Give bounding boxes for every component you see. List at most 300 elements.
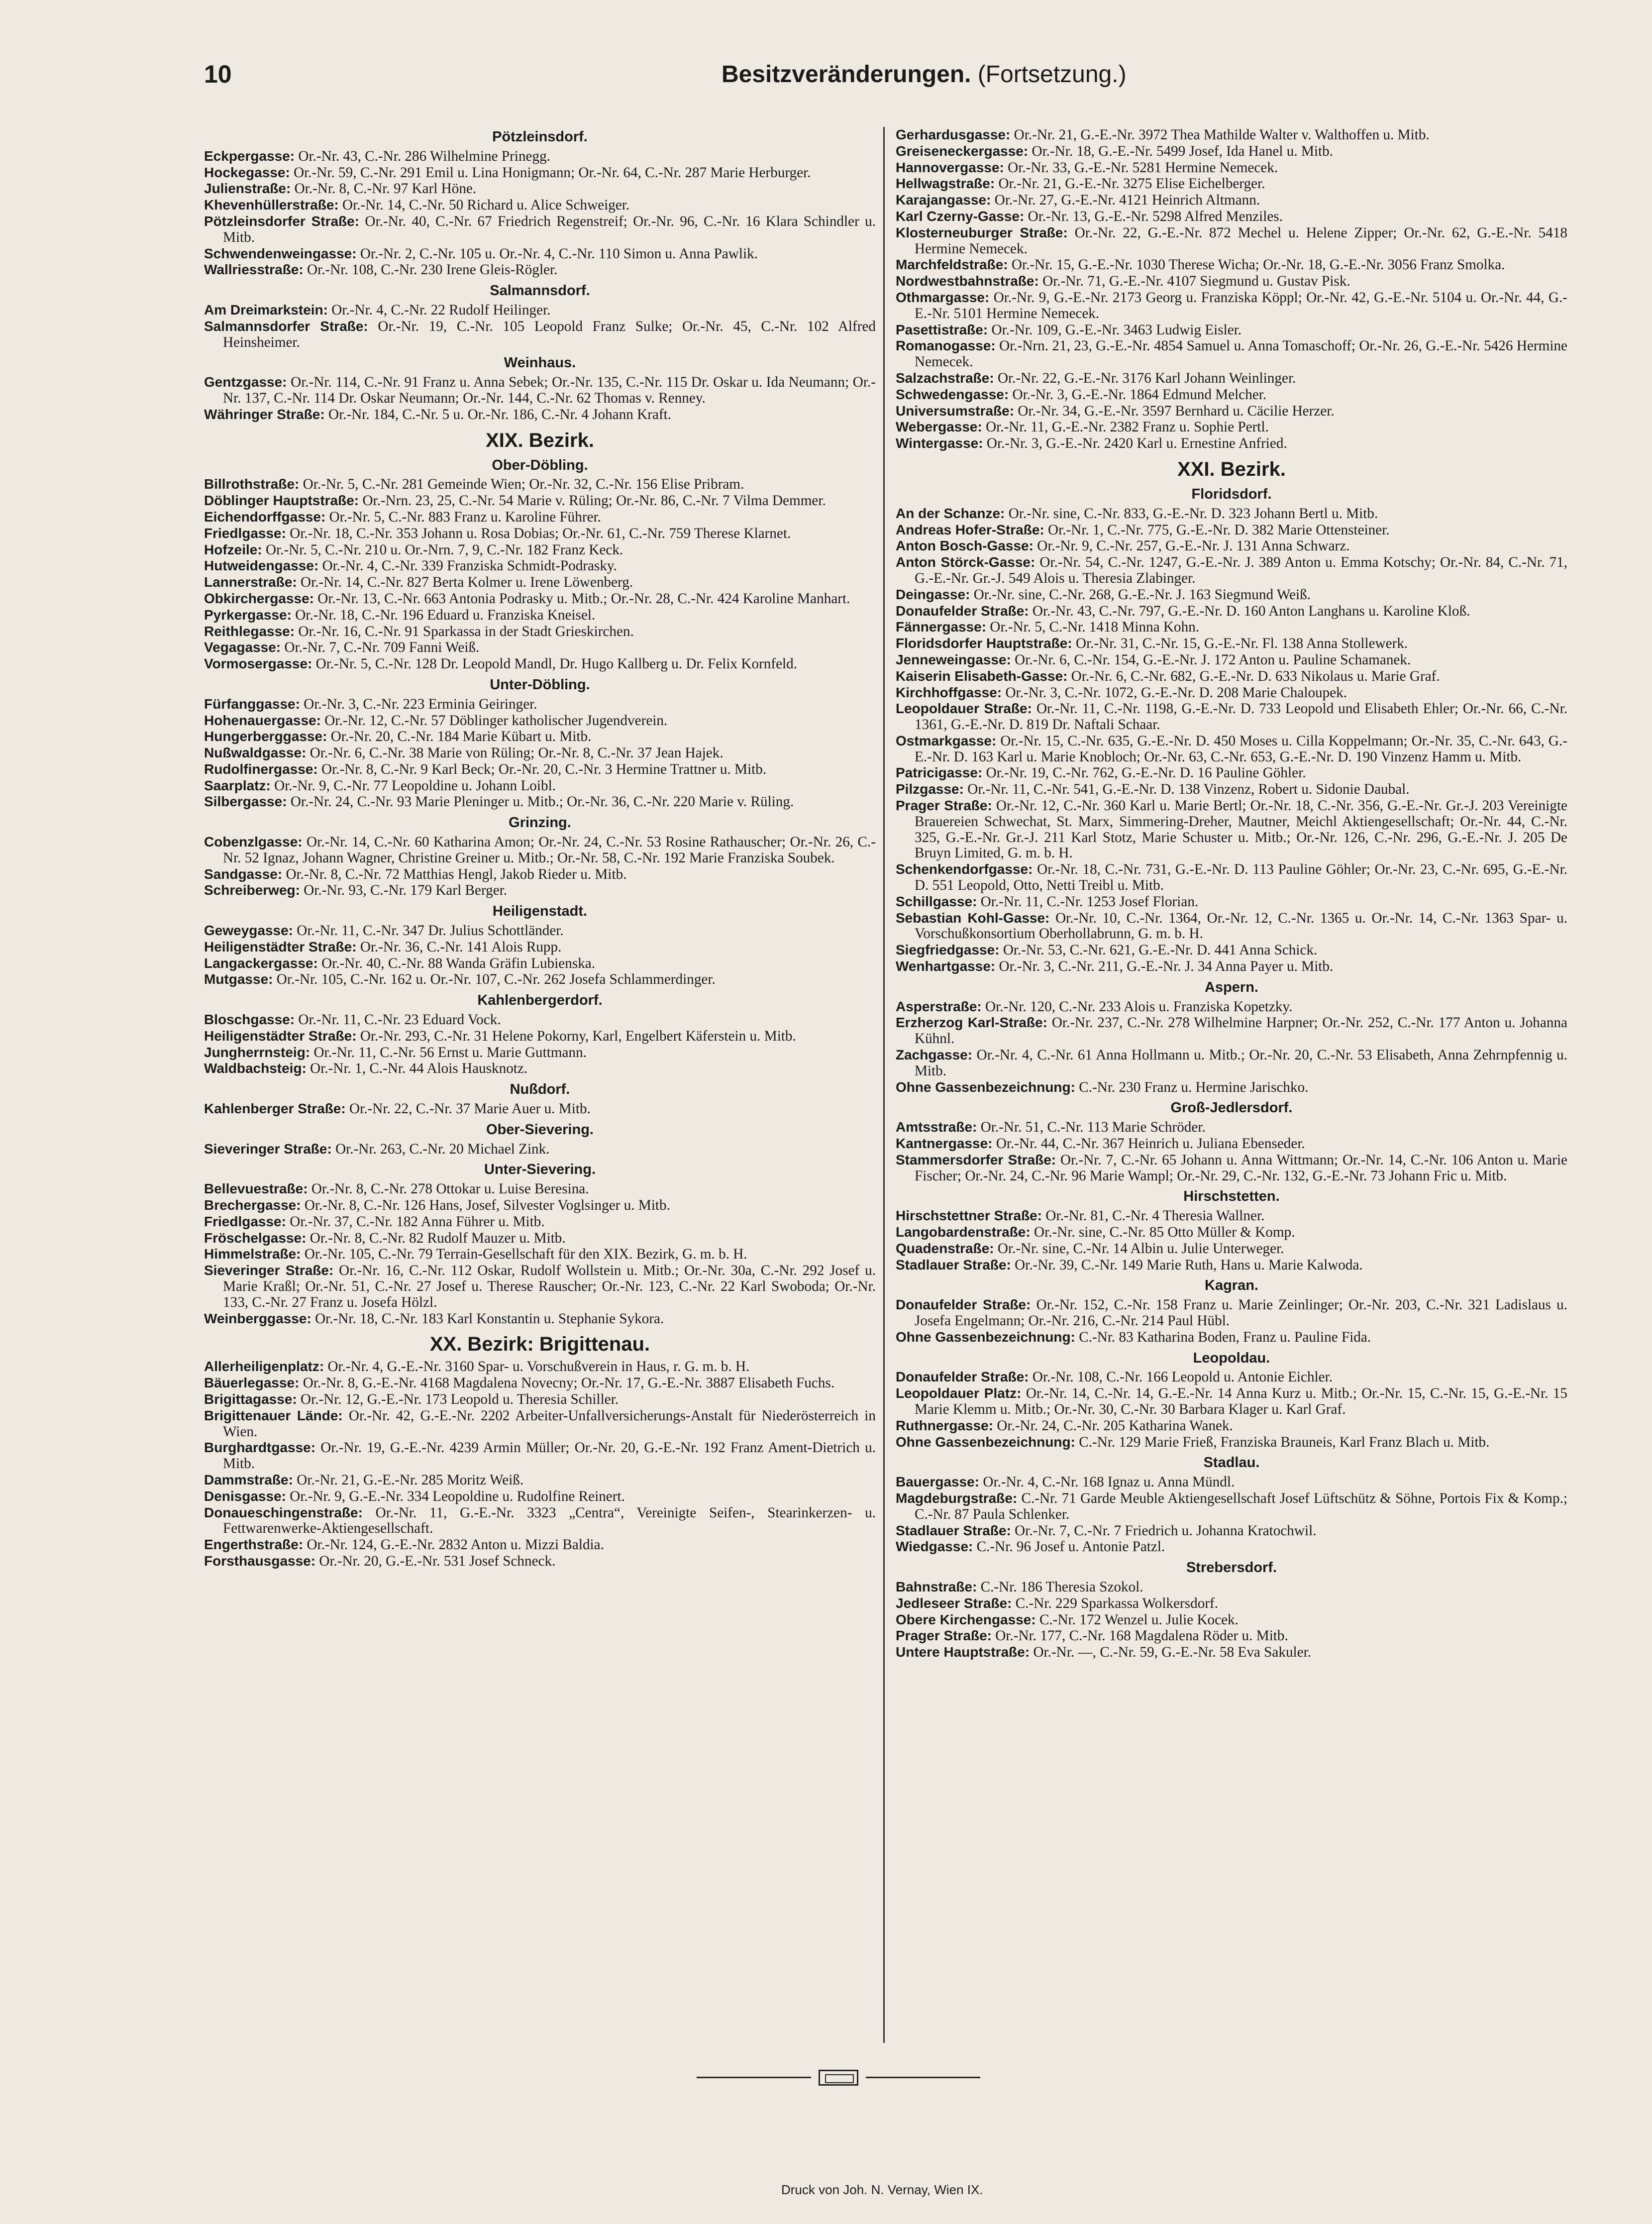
entry-details: Or.-Nr. 18, C.-Nr. 183 Karl Konstantin u. Stephanie Sykora. (315, 1310, 664, 1327)
street-name: Pasettistraße: (896, 321, 988, 337)
street-name: Schwedengasse: (896, 386, 1009, 402)
listing-entry (896, 1047, 1567, 1079)
street-name: Gentzgasse: (204, 374, 287, 390)
listing-entry (896, 1329, 1567, 1346)
entry-details: Or.-Nr. 31, C.-Nr. 15, G.-E.-Nr. Fl. 138 Anna Stollewerk. (1076, 635, 1408, 652)
entry-details: Or.-Nr. 184, C.-Nr. 5 u. Or.-Nr. 186, C.-Nr. 4 Johann Kraft. (328, 406, 672, 423)
listing-entry (204, 866, 876, 883)
listing-entry (204, 955, 876, 972)
entry-details: Or.-Nr. 44, C.-Nr. 367 Heinrich u. Juliana Ebenseder. (996, 1136, 1305, 1152)
entry-details: Or.-Nr. 22, C.-Nr. 37 Marie Auer u. Mitb. (349, 1101, 591, 1117)
entry-details: Or.-Nr. 20, G.-E.-Nr. 531 Josef Schneck. (319, 1553, 556, 1569)
entry-details: Or.-Nr. 33, G.-E.-Nr. 5281 Hermine Nemecek. (1008, 159, 1278, 176)
listing-entry (896, 1644, 1567, 1661)
street-name: Magdeburgstraße: (896, 1490, 1018, 1506)
listing-entry (204, 318, 876, 351)
street-name: Schreiberweg: (204, 882, 300, 898)
listing-entry (204, 1263, 876, 1310)
entry-details: Or.-Nr. 21, G.-E.-Nr. 285 Moritz Weiß. (297, 1472, 524, 1488)
entry-details: Or.-Nr. 3, C.-Nr. 1072, G.-E.-Nr. D. 208 Marie Chaloupek. (1005, 684, 1347, 701)
street-name: Nußwaldgasse: (204, 745, 307, 761)
listing-entry (204, 1311, 876, 1327)
listing-entry (204, 165, 876, 181)
street-name: Lannerstraße: (204, 574, 297, 590)
street-name: Eichendorffgasse: (204, 509, 326, 525)
district-heading: Pötzleinsdorf. (492, 129, 588, 145)
entry-details: Or.-Nr. sine, C.-Nr. 14 Albin u. Julie Unterweger. (997, 1240, 1284, 1257)
listing-entry (896, 1208, 1567, 1224)
street-name: Bloschgasse: (204, 1012, 295, 1028)
listing-entry (204, 1408, 876, 1440)
street-name: Andreas Hofer-Straße: (896, 522, 1044, 537)
street-name: Stammersdorfer Straße: (896, 1152, 1056, 1167)
entry-details: C.-Nr. 186 Theresia Szokol. (980, 1579, 1143, 1595)
street-name: Engerthstraße: (204, 1537, 304, 1553)
entry-details: Or.-Nr. 93, C.-Nr. 179 Karl Berger. (304, 882, 508, 899)
listing-entry (204, 542, 876, 558)
street-name: Sebastian Kohl-Gasse: (896, 910, 1050, 926)
street-name: Ruthnergasse: (896, 1417, 994, 1433)
listing-entry (204, 639, 876, 656)
entry-details: C.-Nr. 129 Marie Frieß, Franziska Brauneis, Karl Franz Blach u. Mitb. (1079, 1434, 1490, 1450)
listing-entry (204, 607, 876, 624)
listing-entry (204, 1359, 876, 1375)
street-name: Amtsstraße: (896, 1119, 977, 1135)
street-name: An der Schanze: (896, 505, 1005, 521)
street-name: Allerheiligenplatz: (204, 1359, 324, 1375)
entry-details: Or.-Nr. 11, G.-E.-Nr. 2382 Franz u. Sophie Pertl. (986, 419, 1269, 435)
district-heading: Kahlenbergerdorf. (477, 992, 603, 1009)
entry-details: Or.-Nr. 27, G.-E.-Nr. 4121 Heinrich Altmann. (994, 192, 1260, 209)
street-name: Vormosergasse: (204, 656, 312, 672)
street-name: Anton Bosch-Gasse: (896, 538, 1033, 554)
street-name: Gerhardusgasse: (896, 127, 1011, 142)
street-name: Schwendenweingasse: (204, 245, 357, 261)
street-name: Webergasse: (896, 419, 982, 435)
entry-details: Or.-Nr. 7, C.-Nr. 65 Johann u. Anna Wittmann; Or.-Nr. 14, C.-Nr. 106 Anton u. Marie Fischer; Or.-Nr. 24, C.-Nr. 96 Marie Wampl; Or.-Nr. 29, C.-Nr. 132, G.-E.-Nr. 73 Johann Fric u. Mitb. (915, 1152, 1568, 1184)
entry-details: Or.-Nr. 8, G.-E.-Nr. 4168 Magdalena Novecny; Or.-Nr. 17, G.-E.-Nr. 3887 Elisabeth Fuchs. (303, 1375, 835, 1391)
district-heading: Unter-Sievering. (484, 1162, 596, 1178)
district-heading: Kagran. (1205, 1277, 1258, 1294)
entry-details: Or.-Nr. 10, C.-Nr. 1364, Or.-Nr. 12, C.-Nr. 1365 u. Or.-Nr. 14, C.-Nr. 1363 Spar- u. Vorschußkonsortium Oberhollabrunn, G. m. b. H. (915, 910, 1568, 942)
entry-details: Or.-Nr. 40, C.-Nr. 67 Friedrich Regenstreif; Or.-Nr. 96, C.-Nr. 16 Klara Schindler u. Mitb. (223, 213, 876, 245)
listing-entry (896, 861, 1567, 894)
entry-details: Or.-Nr. 5, C.-Nr. 883 Franz u. Karoline Führer. (329, 509, 601, 525)
street-name: Schillgasse: (896, 893, 977, 909)
entry-details: Or.-Nr. 1, C.-Nr. 775, G.-E.-Nr. D. 382 Marie Ottensteiner. (1048, 522, 1390, 538)
listing-entry (204, 729, 876, 745)
entry-details: Or.-Nr. 51, C.-Nr. 113 Marie Schröder. (980, 1119, 1206, 1136)
district-heading: Floridsdorf. (1191, 486, 1272, 502)
listing-entry (896, 225, 1567, 257)
entry-details: Or.-Nr. 11, C.-Nr. 56 Ernst u. Marie Guttmann. (313, 1044, 587, 1060)
listing-entry (896, 338, 1567, 370)
street-name: Ohne Gassenbezeichnung: (896, 1329, 1075, 1345)
district-heading: Weinhaus. (504, 355, 576, 371)
street-name: Silbergasse: (204, 794, 287, 810)
listing-entry (204, 1230, 876, 1247)
entry-details: Or.-Nr. 34, G.-E.-Nr. 3597 Bernhard u. Cäcilie Herzer. (1018, 403, 1335, 419)
street-name: Klosterneuburger Straße: (896, 224, 1068, 240)
entry-details: Or.-Nr. 16, C.-Nr. 112 Oskar, Rudolf Wollstein u. Mitb.; Or.-Nr. 30a, C.-Nr. 292 Josef u. Marie Kraßl; Or.-Nr. 51, C.-Nr. 27 Josef u. Therese Rauscher; Or.-Nr. 123, C.-Nr. 22 Karl Swoboda; Or.-Nr. 133, C.-Nr. 27 Franz u. Josefa Hölzl. (223, 1263, 876, 1310)
listing-entry (204, 882, 876, 899)
street-name: Nordwestbahnstraße: (896, 273, 1039, 289)
listing-entry (896, 1119, 1567, 1136)
street-name: Weinberggasse: (204, 1310, 311, 1326)
entry-details: Or.-Nr. 6, C.-Nr. 682, G.-E.-Nr. D. 633 Nikolaus u. Marie Graf. (1071, 668, 1440, 684)
entry-details: Or.-Nr. 5, C.-Nr. 1418 Minna Kohn. (990, 619, 1200, 635)
printer-imprint: Druck von Joh. N. Vernay, Wien IX. (781, 2182, 983, 2197)
entry-details: Or.-Nr. 120, C.-Nr. 233 Alois u. Franziska Kopetzky. (985, 998, 1293, 1015)
entry-details: Or.-Nr. 293, C.-Nr. 31 Helene Pokorny, Karl, Engelbert Käferstein u. Mitb. (360, 1028, 796, 1044)
entry-details: Or.-Nr. 8, C.-Nr. 278 Ottokar u. Luise Beresina. (311, 1181, 589, 1197)
entry-details: Or.-Nr. 12, G.-E.-Nr. 173 Leopold u. Theresia Schiller. (301, 1391, 619, 1407)
listing-entry (896, 143, 1567, 160)
listing-entry (204, 526, 876, 542)
street-name: Donaufelder Straße: (896, 1369, 1029, 1385)
entry-details: Or.-Nrn. 21, 23, G.-E.-Nr. 4854 Samuel u. Anna Tomaschoff; Or.-Nr. 26, G.-E.-Nr. 5426 Hermine Nemecek. (915, 338, 1568, 370)
footer-rule-right (866, 2077, 980, 2078)
listing-entry (204, 745, 876, 761)
listing-entry (896, 435, 1567, 452)
street-name: Deingasse: (896, 586, 970, 602)
listing-entry (204, 1553, 876, 1570)
listing-entry (204, 656, 876, 672)
street-name: Obere Kirchengasse: (896, 1611, 1036, 1627)
listing-entry (204, 1028, 876, 1045)
listing-entry (204, 407, 876, 423)
listing-entry (896, 1369, 1567, 1385)
district-heading: Hirschstetten. (1183, 1188, 1280, 1205)
listing-entry (896, 1152, 1567, 1184)
listing-entry (896, 209, 1567, 225)
listing-entry (896, 1224, 1567, 1241)
street-name: Fröschelgasse: (204, 1230, 307, 1246)
street-name: Heiligenstädter Straße: (204, 1028, 357, 1044)
entry-details: Or.-Nr. 9, C.-Nr. 77 Leopoldine u. Johann Loibl. (274, 777, 556, 794)
street-name: Donaueschingenstraße: (204, 1504, 363, 1520)
listing-entry (896, 1523, 1567, 1539)
street-name: Pyrkergasse: (204, 607, 292, 623)
listing-entry (204, 1141, 876, 1158)
district-heading: Strebersdorf. (1186, 1560, 1277, 1576)
street-name: Sieveringer Straße: (204, 1263, 334, 1278)
listing-entry (896, 554, 1567, 587)
listing-entry (204, 794, 876, 810)
entry-details: Or.-Nr. 105, C.-Nr. 79 Terrain-Gesellschaft für den XIX. Bezirk, G. m. b. H. (304, 1246, 747, 1263)
entry-details: Or.-Nr. 8, C.-Nr. 82 Rudolf Mauzer u. Mitb. (310, 1230, 566, 1246)
entry-details: Or.-Nr. 81, C.-Nr. 4 Theresia Wallner. (1045, 1208, 1265, 1224)
street-name: Untere Hauptstraße: (896, 1644, 1030, 1660)
street-name: Karl Czerny-Gasse: (896, 208, 1025, 224)
street-name: Leopoldauer Straße: (896, 701, 1032, 717)
district-heading: Stadlau. (1203, 1455, 1260, 1471)
entry-details: Or.-Nr. 9, C.-Nr. 257, G.-E.-Nr. J. 131 Anna Schwarz. (1037, 538, 1350, 554)
street-name: Bauergasse: (896, 1474, 980, 1490)
right-column (896, 127, 1567, 1661)
entry-details: Or.-Nr. 24, C.-Nr. 205 Katharina Wanek. (997, 1417, 1233, 1434)
street-name: Karajangasse: (896, 192, 991, 208)
entry-details: Or.-Nr. 5, C.-Nr. 281 Gemeinde Wien; Or.-Nr. 32, C.-Nr. 156 Elise Pribram. (303, 476, 744, 493)
entry-details: C.-Nr. 83 Katharina Boden, Franz u. Pauline Fida. (1079, 1329, 1371, 1345)
listing-entry (896, 257, 1567, 273)
listing-entry (896, 701, 1567, 733)
footer-ornament (697, 2068, 980, 2088)
listing-entry (896, 273, 1567, 290)
listing-entry (204, 1246, 876, 1263)
entry-details: Or.-Nr. 114, C.-Nr. 91 Franz u. Anna Sebek; Or.-Nr. 135, C.-Nr. 115 Dr. Oskar u. Ida Neumann; Or.-Nr. 137, C.-Nr. 114 Dr. Oskar Neumann; Or.-Nr. 144, C.-Nr. 62 Thomas v. Renney. (223, 374, 876, 406)
listing-entry (896, 1612, 1567, 1628)
entry-details: Or.-Nr. 4, G.-E.-Nr. 3160 Spar- u. Vorschußverein in Haus, r. G. m. b. H. (327, 1359, 750, 1375)
entry-details: Or.-Nr. 237, C.-Nr. 278 Wilhelmine Harpner; Or.-Nr. 252, C.-Nr. 177 Anton u. Johanna Kühnl. (915, 1015, 1567, 1047)
entry-details: Or.-Nr. 22, G.-E.-Nr. 872 Mechel u. Helene Zipper; Or.-Nr. 62, G.-E.-Nr. 5418 Hermine Nemecek. (915, 224, 1568, 257)
listing-entry (896, 127, 1567, 143)
entry-details: Or.-Nr. 11, C.-Nr. 1253 Josef Florian. (980, 893, 1199, 910)
listing-entry (896, 387, 1567, 403)
listing-entry (204, 696, 876, 713)
entry-details: C.-Nr. 71 Garde Meuble Aktiengesellschaft Josef Lüftschütz & Söhne, Portois Fix & Komp.; C.-Nr. 87 Paula Schlenker. (915, 1490, 1567, 1522)
listing-entry (204, 761, 876, 778)
street-name: Hutweidengasse: (204, 558, 319, 574)
entry-details: Or.-Nr. 19, C.-Nr. 105 Leopold Franz Sulke; Or.-Nr. 45, C.-Nr. 102 Alfred Heinsheimer. (223, 318, 876, 350)
street-name: Brechergasse: (204, 1197, 301, 1213)
street-name: Reithlegasse: (204, 623, 295, 639)
street-name: Geweygasse: (204, 923, 293, 939)
entry-details: Or.-Nr. 14, C.-Nr. 827 Berta Kolmer u. Irene Löwenberg. (301, 574, 633, 591)
district-heading: Grinzing. (509, 815, 571, 831)
street-name: Fürfanggasse: (204, 696, 300, 712)
street-name: Denisgasse: (204, 1488, 286, 1504)
entry-details: Or.-Nrn. 23, 25, C.-Nr. 54 Marie v. Rüling; Or.-Nr. 86, C.-Nr. 7 Vilma Demmer. (362, 493, 826, 509)
street-name: Burghardtgasse: (204, 1440, 316, 1456)
listing-entry (896, 160, 1567, 176)
listing-entry (204, 591, 876, 607)
street-name: Bäuerlegasse: (204, 1375, 300, 1391)
entry-details: Or.-Nr. 21, G.-E.-Nr. 3275 Elise Eichelberger. (998, 176, 1265, 192)
street-name: Rudolfinergasse: (204, 761, 318, 777)
listing-entry (204, 148, 876, 165)
listing-entry (204, 197, 876, 213)
running-title-sub: (Fortsetzung.) (977, 61, 1127, 88)
listing-entry (896, 403, 1567, 420)
entry-details: Or.-Nr. 5, C.-Nr. 128 Dr. Leopold Mandl, Dr. Hugo Kallberg u. Dr. Felix Kornfeld. (315, 656, 798, 672)
entry-details: Or.-Nr. 7, C.-Nr. 7 Friedrich u. Johanna Kratochwil. (1015, 1522, 1317, 1539)
listing-entry (896, 1539, 1567, 1555)
street-name: Döblinger Hauptstraße: (204, 493, 359, 509)
street-name: Marchfeldstraße: (896, 257, 1008, 273)
listing-entry (204, 1537, 876, 1553)
street-name: Obkirchergasse: (204, 590, 314, 606)
street-name: Erzherzog Karl-Straße: (896, 1015, 1047, 1031)
entry-details: Or.-Nr. 109, G.-E.-Nr. 3463 Ludwig Eisler. (991, 321, 1242, 338)
street-name: Prager Straße: (896, 1628, 992, 1644)
entry-details: Or.-Nr. 152, C.-Nr. 158 Franz u. Marie Zeinlinger; Or.-Nr. 203, C.-Nr. 321 Ladislaus u. Josefa Engelmann; Or.-Nr. 216, C.-Nr. 214 Paul Hübl. (915, 1297, 1567, 1329)
street-name: Wiedgasse: (896, 1539, 973, 1555)
running-title (722, 61, 1127, 88)
district-heading: Unter-Döbling. (490, 676, 590, 693)
listing-entry (204, 923, 876, 939)
street-name: Siegfriedgasse: (896, 942, 1000, 958)
street-name: Friedlgasse: (204, 1213, 286, 1229)
entry-details: Or.-Nr. sine, C.-Nr. 85 Otto Müller & Komp. (1034, 1224, 1295, 1240)
listing-entry (896, 1418, 1567, 1434)
street-name: Floridsdorfer Hauptstraße: (896, 635, 1072, 651)
street-name: Hohenauergasse: (204, 712, 321, 728)
listing-entry (204, 181, 876, 197)
entry-details: Or.-Nr. 2, C.-Nr. 105 u. Or.-Nr. 4, C.-Nr. 110 Simon u. Anna Pawlik. (360, 245, 758, 262)
street-name: Donaufelder Straße: (896, 1297, 1031, 1313)
entry-details: Or.-Nr. 3, G.-E.-Nr. 1864 Edmund Melcher. (1012, 386, 1267, 403)
entry-details: Or.-Nr. 4, C.-Nr. 339 Franziska Schmidt-Podrasky. (322, 558, 617, 574)
street-name: Langobardenstraße: (896, 1224, 1031, 1240)
listing-entry (204, 509, 876, 526)
street-name: Khevenhüllerstraße: (204, 197, 339, 213)
street-name: Donaufelder Straße: (896, 603, 1029, 619)
listing-entry (204, 1197, 876, 1214)
listing-entry (896, 999, 1567, 1015)
listing-entry (204, 834, 876, 866)
street-name: Leopoldauer Platz: (896, 1385, 1022, 1401)
listing-entry (896, 1136, 1567, 1152)
listing-entry (204, 1060, 876, 1077)
entry-details: Or.-Nr. 4, C.-Nr. 168 Ignaz u. Anna Mündl. (983, 1474, 1235, 1490)
street-name: Vegagasse: (204, 639, 281, 655)
listing-entry (204, 1101, 876, 1117)
street-name: Hockegasse: (204, 164, 290, 180)
district-heading: Leopoldau. (1193, 1350, 1270, 1366)
street-name: Sandgasse: (204, 866, 283, 882)
listing-entry (896, 1385, 1567, 1418)
left-column (204, 124, 876, 1570)
entry-details: Or.-Nr. —, C.-Nr. 59, G.-E.-Nr. 58 Eva Sakuler. (1033, 1644, 1312, 1661)
street-name: Waldbachsteig: (204, 1060, 307, 1076)
listing-entry (204, 971, 876, 988)
listing-entry (896, 1257, 1567, 1273)
listing-entry (204, 1391, 876, 1408)
street-name: Asperstraße: (896, 998, 982, 1014)
entry-details: Or.-Nr. 9, G.-E.-Nr. 334 Leopoldine u. Rudolfine Reinert. (290, 1488, 625, 1504)
entry-details: Or.-Nr. sine, C.-Nr. 833, G.-E.-Nr. D. 323 Johann Bertl u. Mitb. (1008, 505, 1378, 522)
listing-entry (896, 176, 1567, 192)
entry-details: Or.-Nr. 124, G.-E.-Nr. 2832 Anton u. Mizzi Baldia. (307, 1537, 604, 1553)
listing-entry (896, 1434, 1567, 1451)
street-name: Stadlauer Straße: (896, 1522, 1011, 1538)
street-name: Hannovergasse: (896, 159, 1004, 175)
street-name: Fännergasse: (896, 619, 987, 635)
street-name: Prager Straße: (896, 798, 992, 814)
street-name: Pilzgasse: (896, 781, 964, 797)
listing-entry (896, 603, 1567, 620)
listing-entry (204, 713, 876, 729)
listing-entry (896, 419, 1567, 435)
street-name: Quadenstraße: (896, 1240, 994, 1256)
street-name: Währinger Straße: (204, 406, 325, 422)
entry-details: Or.-Nr. 18, C.-Nr. 196 Eduard u. Franziska Kneisel. (295, 607, 596, 623)
listing-entry (204, 1488, 876, 1505)
entry-details: Or.-Nr. 40, C.-Nr. 88 Wanda Gräfin Lubienska. (321, 955, 596, 971)
listing-entry (204, 476, 876, 493)
entry-details: Or.-Nr. 43, C.-Nr. 797, G.-E.-Nr. D. 160 Anton Langhans u. Karoline Kloß. (1032, 603, 1470, 619)
listing-entry (896, 910, 1567, 943)
listing-entry (896, 1015, 1567, 1047)
entry-details: Or.-Nr. 36, C.-Nr. 141 Alois Rupp. (360, 939, 562, 955)
entry-details: Or.-Nr. 12, C.-Nr. 57 Döblinger katholischer Jugendverein. (324, 712, 668, 729)
listing-entry (896, 619, 1567, 635)
street-name: Am Dreimarkstein: (204, 302, 328, 318)
entry-details: Or.-Nr. 6, C.-Nr. 38 Marie von Rüling; Or.-Nr. 8, C.-Nr. 37 Jean Hajek. (310, 745, 723, 761)
street-name: Dammstraße: (204, 1472, 293, 1487)
street-name: Greiseneckergasse: (896, 143, 1029, 159)
entry-details: C.-Nr. 96 Josef u. Antonie Patzl. (976, 1539, 1165, 1555)
entry-details: Or.-Nr. 42, G.-E.-Nr. 2202 Arbeiter-Unfallversicherungs-Anstalt für Niederösterreich in Wien. (223, 1407, 876, 1440)
district-heading: Nußdorf. (510, 1081, 570, 1098)
entry-details: Or.-Nr. 71, G.-E.-Nr. 4107 Siegmund u. Gustav Pisk. (1042, 273, 1350, 290)
street-name: Stadlauer Straße: (896, 1257, 1011, 1272)
entry-details: Or.-Nr. 4, C.-Nr. 22 Rudolf Heilinger. (331, 302, 551, 318)
bezirk-heading: XIX. Bezirk. (486, 429, 594, 451)
listing-entry (204, 624, 876, 640)
street-name: Ohne Gassenbezeichnung: (896, 1079, 1075, 1095)
listing-entry (896, 192, 1567, 209)
bezirk-heading: XX. Bezirk: Brigittenau. (429, 1333, 650, 1356)
street-name: Jenneweingasse: (896, 651, 1011, 667)
page-number: 10 (204, 60, 232, 88)
listing-entry (896, 668, 1567, 685)
entry-details: C.-Nr. 230 Franz u. Hermine Jarischko. (1079, 1079, 1309, 1095)
listing-entry (896, 290, 1567, 322)
street-name: Heiligenstädter Straße: (204, 939, 357, 954)
street-name: Hungerberggasse: (204, 729, 327, 744)
street-name: Kahlenberger Straße: (204, 1101, 346, 1117)
street-name: Saarplatz: (204, 777, 271, 793)
street-name: Salzachstraße: (896, 370, 994, 386)
street-name: Brigittagasse: (204, 1391, 297, 1407)
street-name: Ostmarkgasse: (896, 733, 997, 748)
listing-entry (204, 1045, 876, 1061)
entry-details: Or.-Nr. 13, C.-Nr. 663 Antonia Podrasky u. Mitb.; Or.-Nr. 28, C.-Nr. 424 Karoline Manhart. (317, 590, 850, 607)
entry-details: Or.-Nr. 12, C.-Nr. 360 Karl u. Marie Bertl; Or.-Nr. 18, C.-Nr. 356, G.-E.-Nr. Gr.-J. 203 Vereinigte Brauereien Schwechat, St. Marx, Simmering-Dreher, Mautner, Meichl Aktiengesellschaft; Or.-Nr. 44, C.-Nr. 325, G.-E.-Nr. Gr.-J. 211 Karl Stotz, Marie Schuster u. Mitb.; Or.-Nr. 126, C.-Nr. 296, G.-E.-Nr. J. 205 De Bruyn Limited, G. m. b. H. (915, 798, 1568, 861)
entry-details: Or.-Nr. 11, C.-Nr. 23 Eduard Vock. (298, 1012, 501, 1028)
street-name: Kantnergasse: (896, 1136, 993, 1152)
street-name: Jedleseer Straße: (896, 1595, 1012, 1611)
entry-details: Or.-Nr. 53, C.-Nr. 621, G.-E.-Nr. D. 441 Anna Schick. (1003, 942, 1318, 958)
street-name: Universumstraße: (896, 403, 1015, 419)
entry-details: Or.-Nr. 18, C.-Nr. 731, G.-E.-Nr. D. 113 Pauline Göhler; Or.-Nr. 23, C.-Nr. 695, G.-E.-Nr. D. 551 Leopold, Otto, Netti Treibl u. Mitb. (915, 861, 1567, 894)
ornament-icon (819, 2070, 858, 2086)
entry-details: Or.-Nr. 105, C.-Nr. 162 u. Or.-Nr. 107, C.-Nr. 262 Josefa Schlammerdinger. (276, 971, 716, 988)
street-name: Langackergasse: (204, 955, 318, 971)
listing-entry (204, 374, 876, 407)
listing-entry (896, 652, 1567, 668)
listing-entry (896, 506, 1567, 522)
entry-details: Or.-Nr. 1, C.-Nr. 44 Alois Hausknotz. (310, 1060, 528, 1077)
district-heading: Heiligenstadt. (492, 903, 588, 920)
entry-details: Or.-Nr. 37, C.-Nr. 182 Anna Führer u. Mitb. (290, 1213, 545, 1230)
entry-details: Or.-Nr. 11, G.-E.-Nr. 3323 „Centra“, Vereinigte Seifen-, Stearinkerzen- u. Fettwarenwerke-Aktiengesellschaft. (223, 1504, 876, 1537)
entry-details: Or.-Nr. 108, C.-Nr. 166 Leopold u. Antonie Eichler. (1032, 1369, 1333, 1385)
street-name: Mutgasse: (204, 971, 273, 987)
entry-details: Or.-Nr. 3, C.-Nr. 211, G.-E.-Nr. J. 34 Anna Payer u. Mitb. (999, 958, 1334, 975)
entry-details: Or.-Nr. 9, G.-E.-Nr. 2173 Georg u. Franziska Köppl; Or.-Nr. 42, G.-E.-Nr. 5104 u. Or.-Nr. 44, G.-E.-Nr. 5101 Hermine Nemecek. (915, 289, 1568, 321)
listing-entry (204, 213, 876, 246)
listing-entry (204, 1375, 876, 1391)
column-divider (883, 127, 885, 2043)
entry-details: Or.-Nr. 18, C.-Nr. 353 Johann u. Rosa Dobias; Or.-Nr. 61, C.-Nr. 759 Therese Klarnet. (290, 525, 791, 541)
entry-details: Or.-Nr. 24, C.-Nr. 93 Marie Pleninger u. Mitb.; Or.-Nr. 36, C.-Nr. 220 Marie v. Rüling. (290, 794, 794, 810)
entry-details: Or.-Nr. 5, C.-Nr. 210 u. Or.-Nrn. 7, 9, C.-Nr. 182 Franz Keck. (265, 541, 623, 558)
entry-details: Or.-Nr. 263, C.-Nr. 20 Michael Zink. (335, 1141, 550, 1157)
street-name: Bahnstraße: (896, 1579, 977, 1594)
